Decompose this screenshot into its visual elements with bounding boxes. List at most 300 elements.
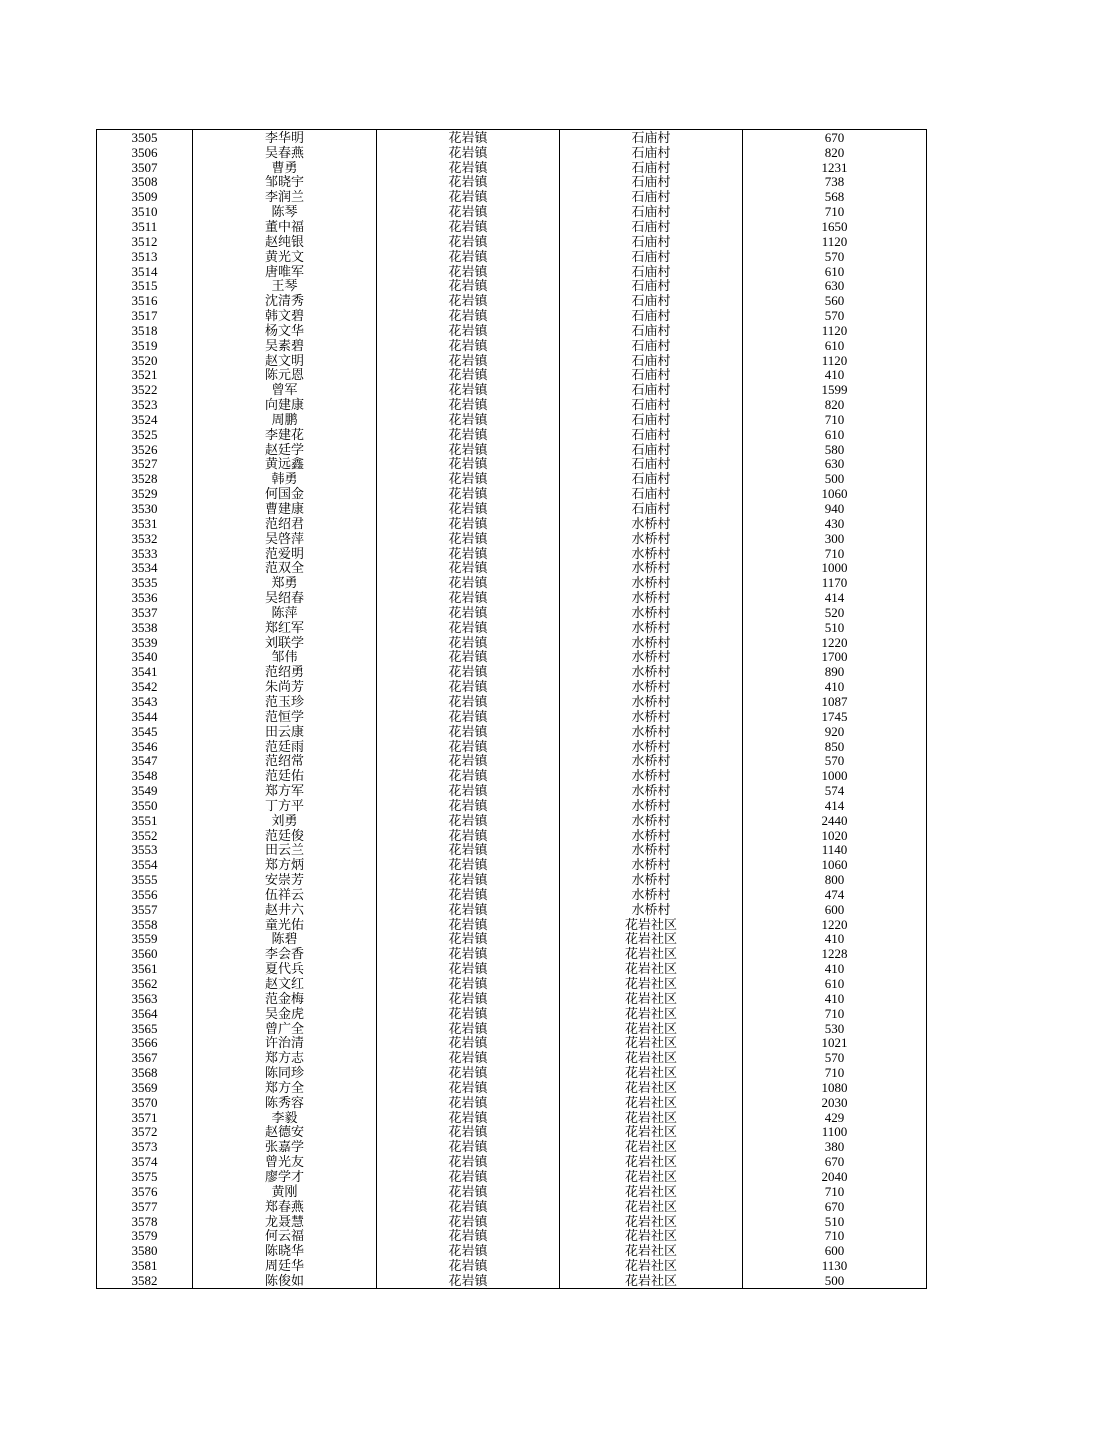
row-number-cell: 3535 [97,575,193,590]
name-cell: 吴金虎 [193,1006,377,1021]
village-cell: 石庙村 [560,204,743,219]
table-row [97,1050,927,1065]
name-cell: 郑方军 [193,783,377,798]
village-cell: 花岩社区 [560,1139,743,1154]
row-number-cell: 3582 [97,1273,193,1288]
row-number-cell: 3506 [97,145,193,160]
village-cell: 水桥村 [560,753,743,768]
amount-cell: 570 [743,753,927,768]
amount-cell: 1000 [743,560,927,575]
town-cell: 花岩镇 [377,724,560,739]
town-cell: 花岩镇 [377,946,560,961]
table-row [97,902,927,917]
row-number-cell: 3507 [97,160,193,175]
town-cell: 花岩镇 [377,739,560,754]
amount-cell: 1120 [743,323,927,338]
table-row [97,768,927,783]
amount-cell: 560 [743,293,927,308]
amount-cell: 630 [743,457,927,472]
amount-cell: 670 [743,1154,927,1169]
name-cell: 范爱明 [193,546,377,561]
table-row [97,234,927,249]
village-cell: 水桥村 [560,516,743,531]
table-row [97,1006,927,1021]
table-row [97,1110,927,1125]
village-cell: 水桥村 [560,902,743,917]
name-cell: 吴啓萍 [193,531,377,546]
town-cell: 花岩镇 [377,204,560,219]
amount-cell: 570 [743,1050,927,1065]
amount-cell: 940 [743,501,927,516]
village-cell: 石庙村 [560,368,743,383]
table-row [97,605,927,620]
town-cell: 花岩镇 [377,160,560,175]
town-cell: 花岩镇 [377,650,560,665]
name-cell: 范廷佑 [193,768,377,783]
name-cell: 范金梅 [193,991,377,1006]
town-cell: 花岩镇 [377,768,560,783]
amount-cell: 610 [743,338,927,353]
name-cell: 曾光友 [193,1154,377,1169]
town-cell: 花岩镇 [377,278,560,293]
name-cell: 沈清秀 [193,293,377,308]
row-number-cell: 3518 [97,323,193,338]
amount-cell: 410 [743,368,927,383]
name-cell: 范双全 [193,560,377,575]
town-cell: 花岩镇 [377,991,560,1006]
town-cell: 花岩镇 [377,531,560,546]
table-row [97,828,927,843]
row-number-cell: 3524 [97,412,193,427]
name-cell: 赵纯银 [193,234,377,249]
name-cell: 曹勇 [193,160,377,175]
town-cell: 花岩镇 [377,442,560,457]
town-cell: 花岩镇 [377,412,560,427]
town-cell: 花岩镇 [377,264,560,279]
row-number-cell: 3569 [97,1080,193,1095]
name-cell: 郑春燕 [193,1199,377,1214]
table-row [97,739,927,754]
table-row [97,813,927,828]
row-number-cell: 3531 [97,516,193,531]
name-cell: 黄光文 [193,249,377,264]
village-cell: 石庙村 [560,160,743,175]
village-cell: 花岩社区 [560,946,743,961]
name-cell: 陈萍 [193,605,377,620]
row-number-cell: 3529 [97,486,193,501]
village-cell: 水桥村 [560,620,743,635]
table-row [97,368,927,383]
row-number-cell: 3528 [97,471,193,486]
town-cell: 花岩镇 [377,976,560,991]
town-cell: 花岩镇 [377,1021,560,1036]
amount-cell: 2440 [743,813,927,828]
village-cell: 水桥村 [560,739,743,754]
name-cell: 范恒学 [193,709,377,724]
row-number-cell: 3559 [97,932,193,947]
row-number-cell: 3580 [97,1243,193,1258]
name-cell: 郑方志 [193,1050,377,1065]
town-cell: 花岩镇 [377,486,560,501]
table-row [97,1095,927,1110]
village-cell: 水桥村 [560,783,743,798]
row-number-cell: 3520 [97,353,193,368]
table-row [97,1154,927,1169]
village-cell: 石庙村 [560,457,743,472]
amount-cell: 710 [743,1184,927,1199]
amount-cell: 429 [743,1110,927,1125]
amount-cell: 610 [743,976,927,991]
town-cell: 花岩镇 [377,917,560,932]
row-number-cell: 3579 [97,1228,193,1243]
town-cell: 花岩镇 [377,590,560,605]
row-number-cell: 3570 [97,1095,193,1110]
row-number-cell: 3573 [97,1139,193,1154]
name-cell: 范绍常 [193,753,377,768]
amount-cell: 1120 [743,353,927,368]
name-cell: 吴绍春 [193,590,377,605]
name-cell: 曾广全 [193,1021,377,1036]
town-cell: 花岩镇 [377,175,560,190]
table-row [97,1035,927,1050]
village-cell: 花岩社区 [560,1184,743,1199]
town-cell: 花岩镇 [377,664,560,679]
town-cell: 花岩镇 [377,219,560,234]
amount-cell: 610 [743,427,927,442]
table-row [97,560,927,575]
row-number-cell: 3555 [97,872,193,887]
row-number-cell: 3548 [97,768,193,783]
name-cell: 赵文红 [193,976,377,991]
row-number-cell: 3556 [97,887,193,902]
name-cell: 范绍君 [193,516,377,531]
amount-cell: 1140 [743,843,927,858]
town-cell: 花岩镇 [377,1228,560,1243]
row-number-cell: 3577 [97,1199,193,1214]
village-cell: 水桥村 [560,575,743,590]
town-cell: 花岩镇 [377,887,560,902]
table-row [97,145,927,160]
name-cell: 陈同珍 [193,1065,377,1080]
table-row [97,501,927,516]
table-row [97,219,927,234]
table-row [97,1080,927,1095]
table-row [97,442,927,457]
amount-cell: 2030 [743,1095,927,1110]
town-cell: 花岩镇 [377,872,560,887]
village-cell: 水桥村 [560,798,743,813]
table-row [97,724,927,739]
name-cell: 郑红军 [193,620,377,635]
village-cell: 水桥村 [560,709,743,724]
name-cell: 黄刚 [193,1184,377,1199]
town-cell: 花岩镇 [377,130,560,145]
row-number-cell: 3576 [97,1184,193,1199]
town-cell: 花岩镇 [377,828,560,843]
table-body [97,130,927,1289]
name-cell: 范廷俊 [193,828,377,843]
village-cell: 花岩社区 [560,1258,743,1273]
name-cell: 黄远鑫 [193,457,377,472]
row-number-cell: 3517 [97,308,193,323]
row-number-cell: 3546 [97,739,193,754]
amount-cell: 580 [743,442,927,457]
village-cell: 水桥村 [560,605,743,620]
village-cell: 花岩社区 [560,1273,743,1288]
name-cell: 吴春燕 [193,145,377,160]
amount-cell: 630 [743,278,927,293]
table-row [97,412,927,427]
amount-cell: 1020 [743,828,927,843]
amount-cell: 920 [743,724,927,739]
village-cell: 石庙村 [560,427,743,442]
row-number-cell: 3564 [97,1006,193,1021]
row-number-cell: 3543 [97,694,193,709]
table-row [97,694,927,709]
row-number-cell: 3540 [97,650,193,665]
table-row [97,130,927,145]
row-number-cell: 3505 [97,130,193,145]
row-number-cell: 3534 [97,560,193,575]
table-row [97,590,927,605]
row-number-cell: 3510 [97,204,193,219]
village-cell: 石庙村 [560,130,743,145]
amount-cell: 2040 [743,1169,927,1184]
name-cell: 范绍勇 [193,664,377,679]
village-cell: 花岩社区 [560,991,743,1006]
row-number-cell: 3572 [97,1125,193,1140]
name-cell: 李华明 [193,130,377,145]
village-cell: 花岩社区 [560,932,743,947]
row-number-cell: 3533 [97,546,193,561]
name-cell: 郑勇 [193,575,377,590]
village-cell: 水桥村 [560,694,743,709]
town-cell: 花岩镇 [377,560,560,575]
village-cell: 石庙村 [560,486,743,501]
data-table [96,129,927,1289]
amount-cell: 568 [743,189,927,204]
table-row [97,249,927,264]
village-cell: 花岩社区 [560,1065,743,1080]
row-number-cell: 3509 [97,189,193,204]
town-cell: 花岩镇 [377,1065,560,1080]
amount-cell: 1599 [743,382,927,397]
amount-cell: 1170 [743,575,927,590]
amount-cell: 890 [743,664,927,679]
amount-cell: 1231 [743,160,927,175]
name-cell: 田云康 [193,724,377,739]
table-row [97,620,927,635]
table-row [97,189,927,204]
amount-cell: 710 [743,1006,927,1021]
name-cell: 吴素碧 [193,338,377,353]
row-number-cell: 3560 [97,946,193,961]
amount-cell: 1060 [743,486,927,501]
town-cell: 花岩镇 [377,471,560,486]
name-cell: 安崇芳 [193,872,377,887]
town-cell: 花岩镇 [377,353,560,368]
row-number-cell: 3545 [97,724,193,739]
name-cell: 郑方全 [193,1080,377,1095]
amount-cell: 414 [743,798,927,813]
row-number-cell: 3568 [97,1065,193,1080]
row-number-cell: 3575 [97,1169,193,1184]
amount-cell: 510 [743,620,927,635]
name-cell: 李会香 [193,946,377,961]
name-cell: 陈晓华 [193,1243,377,1258]
amount-cell: 1130 [743,1258,927,1273]
row-number-cell: 3563 [97,991,193,1006]
table-row [97,175,927,190]
village-cell: 石庙村 [560,308,743,323]
table-row [97,427,927,442]
table-row [97,1065,927,1080]
village-cell: 花岩社区 [560,1021,743,1036]
town-cell: 花岩镇 [377,338,560,353]
table-row [97,308,927,323]
amount-cell: 410 [743,961,927,976]
table-row [97,204,927,219]
name-cell: 邹晓宇 [193,175,377,190]
town-cell: 花岩镇 [377,1154,560,1169]
amount-cell: 850 [743,739,927,754]
village-cell: 石庙村 [560,175,743,190]
table-row [97,991,927,1006]
village-cell: 水桥村 [560,635,743,650]
amount-cell: 600 [743,1243,927,1258]
amount-cell: 710 [743,412,927,427]
row-number-cell: 3547 [97,753,193,768]
village-cell: 石庙村 [560,189,743,204]
row-number-cell: 3551 [97,813,193,828]
town-cell: 花岩镇 [377,546,560,561]
amount-cell: 1220 [743,635,927,650]
town-cell: 花岩镇 [377,575,560,590]
table-row [97,932,927,947]
name-cell: 陈元恩 [193,368,377,383]
village-cell: 水桥村 [560,813,743,828]
table-row [97,1021,927,1036]
amount-cell: 1220 [743,917,927,932]
town-cell: 花岩镇 [377,1184,560,1199]
town-cell: 花岩镇 [377,189,560,204]
name-cell: 丁方平 [193,798,377,813]
row-number-cell: 3567 [97,1050,193,1065]
town-cell: 花岩镇 [377,457,560,472]
table-row [97,961,927,976]
town-cell: 花岩镇 [377,961,560,976]
town-cell: 花岩镇 [377,902,560,917]
village-cell: 石庙村 [560,219,743,234]
row-number-cell: 3536 [97,590,193,605]
town-cell: 花岩镇 [377,368,560,383]
amount-cell: 410 [743,932,927,947]
row-number-cell: 3516 [97,293,193,308]
town-cell: 花岩镇 [377,1258,560,1273]
row-number-cell: 3521 [97,368,193,383]
table-row [97,1139,927,1154]
table-row [97,264,927,279]
name-cell: 周廷华 [193,1258,377,1273]
table-row [97,1273,927,1288]
row-number-cell: 3553 [97,843,193,858]
amount-cell: 600 [743,902,927,917]
village-cell: 石庙村 [560,145,743,160]
town-cell: 花岩镇 [377,145,560,160]
table-row [97,887,927,902]
village-cell: 石庙村 [560,323,743,338]
row-number-cell: 3523 [97,397,193,412]
name-cell: 杨文华 [193,323,377,338]
town-cell: 花岩镇 [377,382,560,397]
amount-cell: 1700 [743,650,927,665]
amount-cell: 500 [743,471,927,486]
amount-cell: 410 [743,679,927,694]
table-row [97,635,927,650]
amount-cell: 800 [743,872,927,887]
name-cell: 郑方炳 [193,857,377,872]
amount-cell: 380 [743,1139,927,1154]
table-row [97,486,927,501]
table-row [97,278,927,293]
village-cell: 花岩社区 [560,976,743,991]
town-cell: 花岩镇 [377,234,560,249]
table-row [97,575,927,590]
town-cell: 花岩镇 [377,1125,560,1140]
amount-cell: 738 [743,175,927,190]
table-row [97,1125,927,1140]
table-row [97,546,927,561]
name-cell: 陈秀容 [193,1095,377,1110]
name-cell: 刘勇 [193,813,377,828]
village-cell: 花岩社区 [560,1199,743,1214]
village-cell: 花岩社区 [560,1006,743,1021]
name-cell: 夏代兵 [193,961,377,976]
name-cell: 童光佑 [193,917,377,932]
row-number-cell: 3552 [97,828,193,843]
row-number-cell: 3508 [97,175,193,190]
village-cell: 水桥村 [560,531,743,546]
name-cell: 伍祥云 [193,887,377,902]
village-cell: 水桥村 [560,664,743,679]
amount-cell: 1100 [743,1125,927,1140]
table-row [97,397,927,412]
amount-cell: 610 [743,264,927,279]
village-cell: 花岩社区 [560,1154,743,1169]
table-row [97,843,927,858]
town-cell: 花岩镇 [377,620,560,635]
table-row [97,946,927,961]
name-cell: 李润兰 [193,189,377,204]
town-cell: 花岩镇 [377,1050,560,1065]
amount-cell: 670 [743,1199,927,1214]
name-cell: 赵廷学 [193,442,377,457]
village-cell: 花岩社区 [560,1050,743,1065]
village-cell: 花岩社区 [560,1243,743,1258]
village-cell: 水桥村 [560,768,743,783]
town-cell: 花岩镇 [377,516,560,531]
town-cell: 花岩镇 [377,635,560,650]
town-cell: 花岩镇 [377,1006,560,1021]
town-cell: 花岩镇 [377,605,560,620]
name-cell: 李建花 [193,427,377,442]
table-row [97,323,927,338]
town-cell: 花岩镇 [377,1035,560,1050]
village-cell: 水桥村 [560,560,743,575]
row-number-cell: 3578 [97,1214,193,1229]
village-cell: 石庙村 [560,338,743,353]
amount-cell: 1087 [743,694,927,709]
